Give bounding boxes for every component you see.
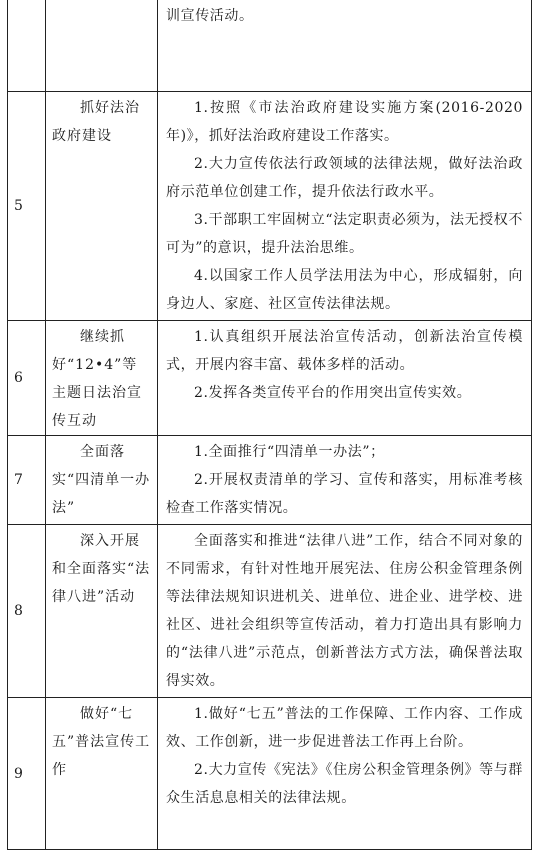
row-number bbox=[8, 0, 46, 92]
topic-text: 继续抓好“12•4”等主题日法治宣传互动 bbox=[52, 329, 142, 429]
row-content bbox=[158, 0, 532, 92]
content-paragraph: 全面落实和推进“法律八进”工作，结合不同对象的不同需求，有针对性地开展宪法、住房公积金管理条例等法律法规知识进机关、进单位、进企业、进学校、进社区、进社会组织等宣传活动，着力打造出具有影响力的“法律八进”示范点，创新普法方式方法，确保普法取得实效。 bbox=[166, 533, 523, 689]
table-row bbox=[8, 321, 532, 436]
content-paragraph: 1.全面推行“四清单一办法”； bbox=[194, 444, 385, 460]
content-paragraph: 3.干部职工牢固树立“法定职责必须为，法无授权不可为”的意识，提升法治思维。 bbox=[166, 212, 523, 256]
content-paragraph: 1.做好“七五”普法的工作保障、工作内容、工作成效、工作创新，进一步促进普法工作再上台阶。 bbox=[166, 706, 523, 750]
table-row bbox=[8, 0, 532, 92]
work-plan-table bbox=[7, 0, 532, 850]
content-paragraph: 2.开展权责清单的学习、宣传和落实，用标准考核检查工作落实情况。 bbox=[166, 472, 523, 516]
row-number: 8 bbox=[8, 525, 46, 698]
topic-text: 做好“七五”普法宣传工作 bbox=[52, 706, 151, 778]
row-number: 5 bbox=[8, 92, 46, 321]
row-number: 6 bbox=[8, 321, 46, 436]
content-paragraph: 2.大力宣传《宪法》《住房公积金管理条例》等与群众生活息息相关的法律法规。 bbox=[166, 762, 523, 806]
row-content bbox=[158, 92, 532, 321]
table-row bbox=[8, 92, 532, 321]
table-row bbox=[8, 436, 532, 525]
row-number: 7 bbox=[8, 436, 46, 525]
content-paragraph: 1.认真组织开展法治宣传活动，创新法治宣传模式，开展内容丰富、载体多样的活动。 bbox=[166, 329, 523, 373]
row-content bbox=[158, 436, 532, 525]
table-row bbox=[8, 525, 532, 698]
content-paragraph: 1.按照《市法治政府建设实施方案(2016-2020年)》，抓好法治政府建设工作落实。 bbox=[166, 100, 523, 144]
content-paragraph: 训宣传活动。 bbox=[166, 8, 254, 24]
row-topic bbox=[46, 436, 158, 525]
content-paragraph: 2.大力宣传依法行政领域的法律法规，做好法治政府示范单位创建工作，提升依法行政水平。 bbox=[166, 156, 523, 200]
row-topic bbox=[46, 321, 158, 436]
row-topic bbox=[46, 525, 158, 698]
row-number: 9 bbox=[8, 698, 46, 850]
content-paragraph: 4.以国家工作人员学法用法为中心，形成辐射，向身边人、家庭、社区宣传法律法规。 bbox=[166, 268, 523, 312]
topic-text: 抓好法治政府建设 bbox=[52, 100, 140, 144]
row-content bbox=[158, 321, 532, 436]
table-row bbox=[8, 698, 532, 850]
row-topic bbox=[46, 0, 158, 92]
row-topic bbox=[46, 698, 158, 850]
row-topic bbox=[46, 92, 158, 321]
row-content bbox=[158, 698, 532, 850]
topic-text: 深入开展和全面落实“法律八进”活动 bbox=[52, 533, 151, 605]
topic-text: 全面落实“四清单一办法” bbox=[52, 444, 151, 516]
row-content bbox=[158, 525, 532, 698]
content-paragraph: 2.发挥各类宣传平台的作用突出宣传实效。 bbox=[194, 385, 472, 401]
